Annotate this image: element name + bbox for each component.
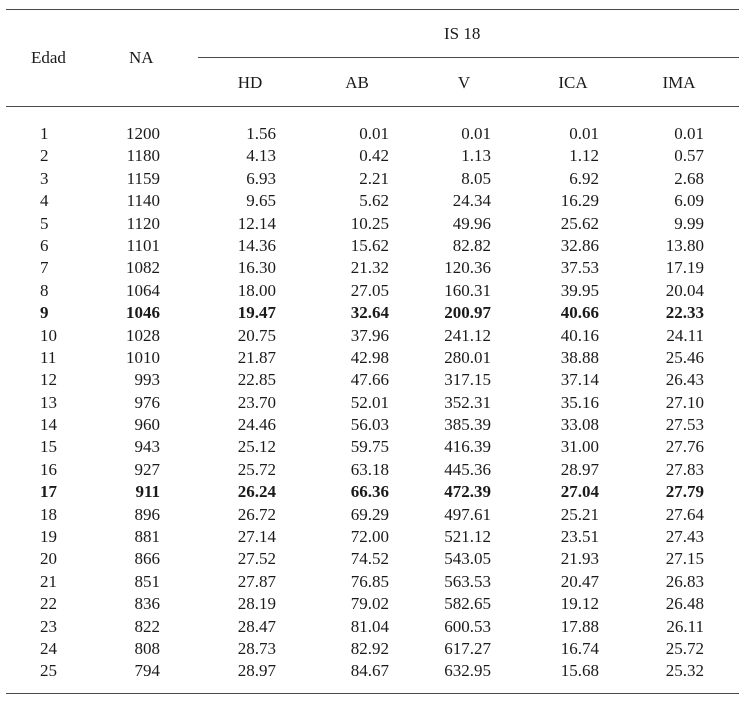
group-rule — [198, 57, 739, 58]
cell-ima: 27.15 — [665, 549, 704, 569]
cell-edad: 14 — [40, 415, 57, 435]
cell-ima: 26.83 — [665, 571, 704, 591]
cell-v: 280.01 — [444, 347, 491, 367]
cell-edad: 6 — [40, 235, 49, 255]
cell-ica: 16.29 — [560, 191, 599, 211]
table-row — [0, 616, 747, 638]
cell-hd: 25.72 — [237, 459, 276, 479]
cell-ima: 27.76 — [665, 437, 704, 457]
cell-ab: 0.42 — [359, 146, 389, 166]
table-row — [0, 235, 747, 257]
cell-v: 563.53 — [444, 571, 491, 591]
cell-edad: 12 — [40, 370, 57, 390]
cell-ab: 15.62 — [350, 235, 389, 255]
cell-ab: 79.02 — [350, 594, 389, 614]
cell-edad: 4 — [40, 191, 49, 211]
header-ab: AB — [345, 73, 369, 92]
cell-v: 600.53 — [444, 616, 491, 636]
cell-edad: 16 — [40, 459, 57, 479]
cell-na: 993 — [134, 370, 160, 390]
cell-v: 1.13 — [461, 146, 491, 166]
cell-ima: 0.57 — [674, 146, 704, 166]
table-row — [0, 436, 747, 458]
table-row — [0, 548, 747, 570]
cell-edad: 13 — [40, 392, 57, 412]
cell-edad: 23 — [40, 616, 57, 636]
cell-ima: 27.53 — [665, 415, 704, 435]
cell-ima: 27.83 — [665, 459, 704, 479]
cell-hd: 26.24 — [237, 482, 276, 502]
cell-edad: 17 — [40, 482, 57, 502]
cell-ab: 5.62 — [359, 191, 389, 211]
cell-ima: 22.33 — [665, 303, 704, 323]
cell-ica: 32.86 — [560, 235, 599, 255]
cell-na: 911 — [135, 482, 160, 502]
cell-ica: 38.88 — [560, 347, 599, 367]
header-na: NA — [129, 48, 154, 67]
cell-v: 497.61 — [444, 504, 491, 524]
cell-ima: 27.43 — [665, 527, 704, 547]
table-row — [0, 145, 747, 167]
cell-na: 1010 — [126, 347, 160, 367]
cell-edad: 24 — [40, 638, 57, 658]
cell-edad: 19 — [40, 527, 57, 547]
cell-ima: 27.79 — [665, 482, 704, 502]
cell-ima: 13.80 — [665, 235, 704, 255]
cell-na: 960 — [134, 415, 160, 435]
cell-hd: 26.72 — [237, 504, 276, 524]
header-ima: IMA — [662, 73, 696, 92]
cell-edad: 8 — [40, 280, 49, 300]
cell-na: 1101 — [126, 235, 160, 255]
cell-hd: 9.65 — [246, 191, 276, 211]
header-rule — [6, 106, 739, 107]
cell-hd: 28.73 — [237, 638, 276, 658]
cell-ica: 37.53 — [560, 258, 599, 278]
cell-ima: 25.72 — [665, 638, 704, 658]
table-row — [0, 280, 747, 302]
table-row — [0, 347, 747, 369]
cell-edad: 20 — [40, 549, 57, 569]
cell-ab: 84.67 — [350, 661, 389, 681]
table-row — [0, 526, 747, 548]
cell-na: 881 — [134, 527, 160, 547]
cell-ab: 66.36 — [350, 482, 389, 502]
cell-ica: 1.12 — [569, 146, 599, 166]
cell-ica: 39.95 — [560, 280, 599, 300]
cell-ima: 26.48 — [665, 594, 704, 614]
cell-na: 1082 — [126, 258, 160, 278]
cell-hd: 28.47 — [237, 616, 276, 636]
table-row — [0, 325, 747, 347]
cell-v: 385.39 — [444, 415, 491, 435]
cell-hd: 14.36 — [237, 235, 276, 255]
cell-v: 8.05 — [461, 168, 491, 188]
header-ica: ICA — [558, 73, 588, 92]
cell-ica: 40.66 — [560, 303, 599, 323]
table-row — [0, 168, 747, 190]
cell-ab: 37.96 — [350, 325, 389, 345]
cell-hd: 4.13 — [246, 146, 276, 166]
cell-v: 0.01 — [461, 124, 491, 143]
table-row — [0, 123, 747, 145]
cell-na: 943 — [134, 437, 160, 457]
cell-v: 49.96 — [452, 213, 491, 233]
cell-v: 632.95 — [444, 661, 491, 681]
cell-ab: 21.32 — [350, 258, 389, 278]
cell-v: 543.05 — [444, 549, 491, 569]
cell-ica: 21.93 — [560, 549, 599, 569]
cell-v: 582.65 — [444, 594, 491, 614]
cell-na: 1140 — [126, 191, 160, 211]
cell-hd: 12.14 — [237, 213, 276, 233]
cell-ica: 23.51 — [560, 527, 599, 547]
cell-ica: 40.16 — [560, 325, 599, 345]
cell-na: 927 — [134, 459, 160, 479]
cell-na: 1200 — [126, 124, 160, 143]
cell-v: 317.15 — [444, 370, 491, 390]
cell-na: 1159 — [126, 168, 160, 188]
cell-v: 416.39 — [444, 437, 491, 457]
header-v: V — [457, 73, 471, 92]
cell-ima: 26.43 — [665, 370, 704, 390]
cell-ab: 59.75 — [350, 437, 389, 457]
cell-ab: 82.92 — [350, 638, 389, 658]
cell-na: 794 — [134, 661, 160, 681]
table-row — [0, 571, 747, 593]
cell-ima: 27.10 — [665, 392, 704, 412]
table-row — [0, 257, 747, 279]
cell-edad: 3 — [40, 168, 49, 188]
header-hd: HD — [237, 73, 263, 92]
cell-v: 472.39 — [444, 482, 491, 502]
cell-ima: 26.11 — [666, 616, 704, 636]
cell-hd: 25.12 — [237, 437, 276, 457]
cell-v: 445.36 — [444, 459, 491, 479]
table-row — [0, 190, 747, 212]
cell-edad: 5 — [40, 213, 49, 233]
cell-ima: 20.04 — [665, 280, 704, 300]
cell-ab: 52.01 — [350, 392, 389, 412]
cell-ica: 15.68 — [560, 661, 599, 681]
cell-hd: 27.14 — [237, 527, 276, 547]
cell-hd: 19.47 — [237, 303, 276, 323]
cell-ima: 0.01 — [674, 124, 704, 143]
cell-ab: 69.29 — [350, 504, 389, 524]
bottom-rule — [6, 693, 739, 694]
top-rule — [6, 9, 739, 10]
cell-v: 120.36 — [444, 258, 491, 278]
cell-na: 851 — [134, 571, 160, 591]
header-group: IS 18 — [444, 24, 481, 43]
cell-hd: 21.87 — [237, 347, 276, 367]
cell-edad: 11 — [40, 347, 57, 367]
cell-ica: 37.14 — [560, 370, 599, 390]
cell-ima: 17.19 — [665, 258, 704, 278]
cell-ica: 19.12 — [560, 594, 599, 614]
table-row — [0, 660, 747, 682]
cell-v: 617.27 — [444, 638, 491, 658]
cell-hd: 28.19 — [237, 594, 276, 614]
cell-ica: 20.47 — [560, 571, 599, 591]
cell-ima: 9.99 — [674, 213, 704, 233]
header-edad: Edad — [31, 48, 66, 67]
table-row — [0, 593, 747, 615]
table-row — [0, 481, 747, 503]
cell-v: 82.82 — [452, 235, 491, 255]
cell-ab: 2.21 — [359, 168, 389, 188]
cell-ab: 10.25 — [350, 213, 389, 233]
cell-ima: 27.64 — [665, 504, 704, 524]
cell-na: 866 — [134, 549, 160, 569]
cell-edad: 7 — [40, 258, 49, 278]
table-body — [0, 123, 747, 683]
cell-edad: 2 — [40, 146, 49, 166]
cell-ima: 24.11 — [666, 325, 704, 345]
cell-ica: 35.16 — [560, 392, 599, 412]
cell-ica: 0.01 — [569, 124, 599, 143]
table-row — [0, 459, 747, 481]
cell-edad: 25 — [40, 661, 57, 681]
cell-edad: 15 — [40, 437, 57, 457]
cell-na: 896 — [134, 504, 160, 524]
cell-hd: 20.75 — [237, 325, 276, 345]
cell-edad: 21 — [40, 571, 57, 591]
cell-ab: 56.03 — [350, 415, 389, 435]
cell-ab: 42.98 — [350, 347, 389, 367]
cell-ab: 74.52 — [350, 549, 389, 569]
cell-edad: 10 — [40, 325, 57, 345]
table-row — [0, 504, 747, 526]
cell-ima: 25.32 — [665, 661, 704, 681]
table-row — [0, 392, 747, 414]
cell-na: 1028 — [126, 325, 160, 345]
cell-hd: 27.52 — [237, 549, 276, 569]
cell-ica: 28.97 — [560, 459, 599, 479]
cell-ica: 17.88 — [560, 616, 599, 636]
cell-hd: 16.30 — [237, 258, 276, 278]
cell-ica: 16.74 — [560, 638, 599, 658]
cell-na: 1180 — [126, 146, 160, 166]
cell-v: 241.12 — [444, 325, 491, 345]
cell-ab: 81.04 — [350, 616, 389, 636]
cell-ab: 0.01 — [359, 124, 389, 143]
cell-na: 822 — [134, 616, 160, 636]
cell-hd: 6.93 — [246, 168, 276, 188]
cell-na: 808 — [134, 638, 160, 658]
cell-na: 1064 — [126, 280, 160, 300]
cell-na: 836 — [134, 594, 160, 614]
cell-na: 1120 — [126, 213, 160, 233]
cell-v: 24.34 — [452, 191, 491, 211]
cell-ab: 47.66 — [350, 370, 389, 390]
cell-hd: 23.70 — [237, 392, 276, 412]
cell-hd: 1.56 — [246, 124, 276, 143]
table-row — [0, 213, 747, 235]
cell-hd: 22.85 — [237, 370, 276, 390]
cell-ica: 25.62 — [560, 213, 599, 233]
table-row — [0, 302, 747, 324]
cell-hd: 27.87 — [237, 571, 276, 591]
cell-hd: 24.46 — [237, 415, 276, 435]
cell-v: 160.31 — [444, 280, 491, 300]
cell-na: 976 — [134, 392, 160, 412]
cell-ab: 32.64 — [350, 303, 389, 323]
cell-ab: 76.85 — [350, 571, 389, 591]
cell-ica: 25.21 — [560, 504, 599, 524]
cell-edad: 18 — [40, 504, 57, 524]
cell-ima: 6.09 — [674, 191, 704, 211]
cell-ima: 25.46 — [665, 347, 704, 367]
cell-ica: 27.04 — [560, 482, 599, 502]
cell-ima: 2.68 — [674, 168, 704, 188]
cell-ica: 6.92 — [569, 168, 599, 188]
cell-v: 521.12 — [444, 527, 491, 547]
cell-hd: 28.97 — [237, 661, 276, 681]
cell-v: 200.97 — [444, 303, 491, 323]
cell-ab: 63.18 — [350, 459, 389, 479]
cell-v: 352.31 — [444, 392, 491, 412]
cell-ab: 72.00 — [350, 527, 389, 547]
cell-ica: 31.00 — [560, 437, 599, 457]
cell-edad: 22 — [40, 594, 57, 614]
cell-ica: 33.08 — [560, 415, 599, 435]
cell-edad: 9 — [40, 303, 49, 323]
cell-ab: 27.05 — [350, 280, 389, 300]
table-row — [0, 414, 747, 436]
table-row — [0, 638, 747, 660]
table-row — [0, 369, 747, 391]
cell-na: 1046 — [126, 303, 160, 323]
cell-edad: 1 — [40, 124, 49, 143]
cell-hd: 18.00 — [237, 280, 276, 300]
